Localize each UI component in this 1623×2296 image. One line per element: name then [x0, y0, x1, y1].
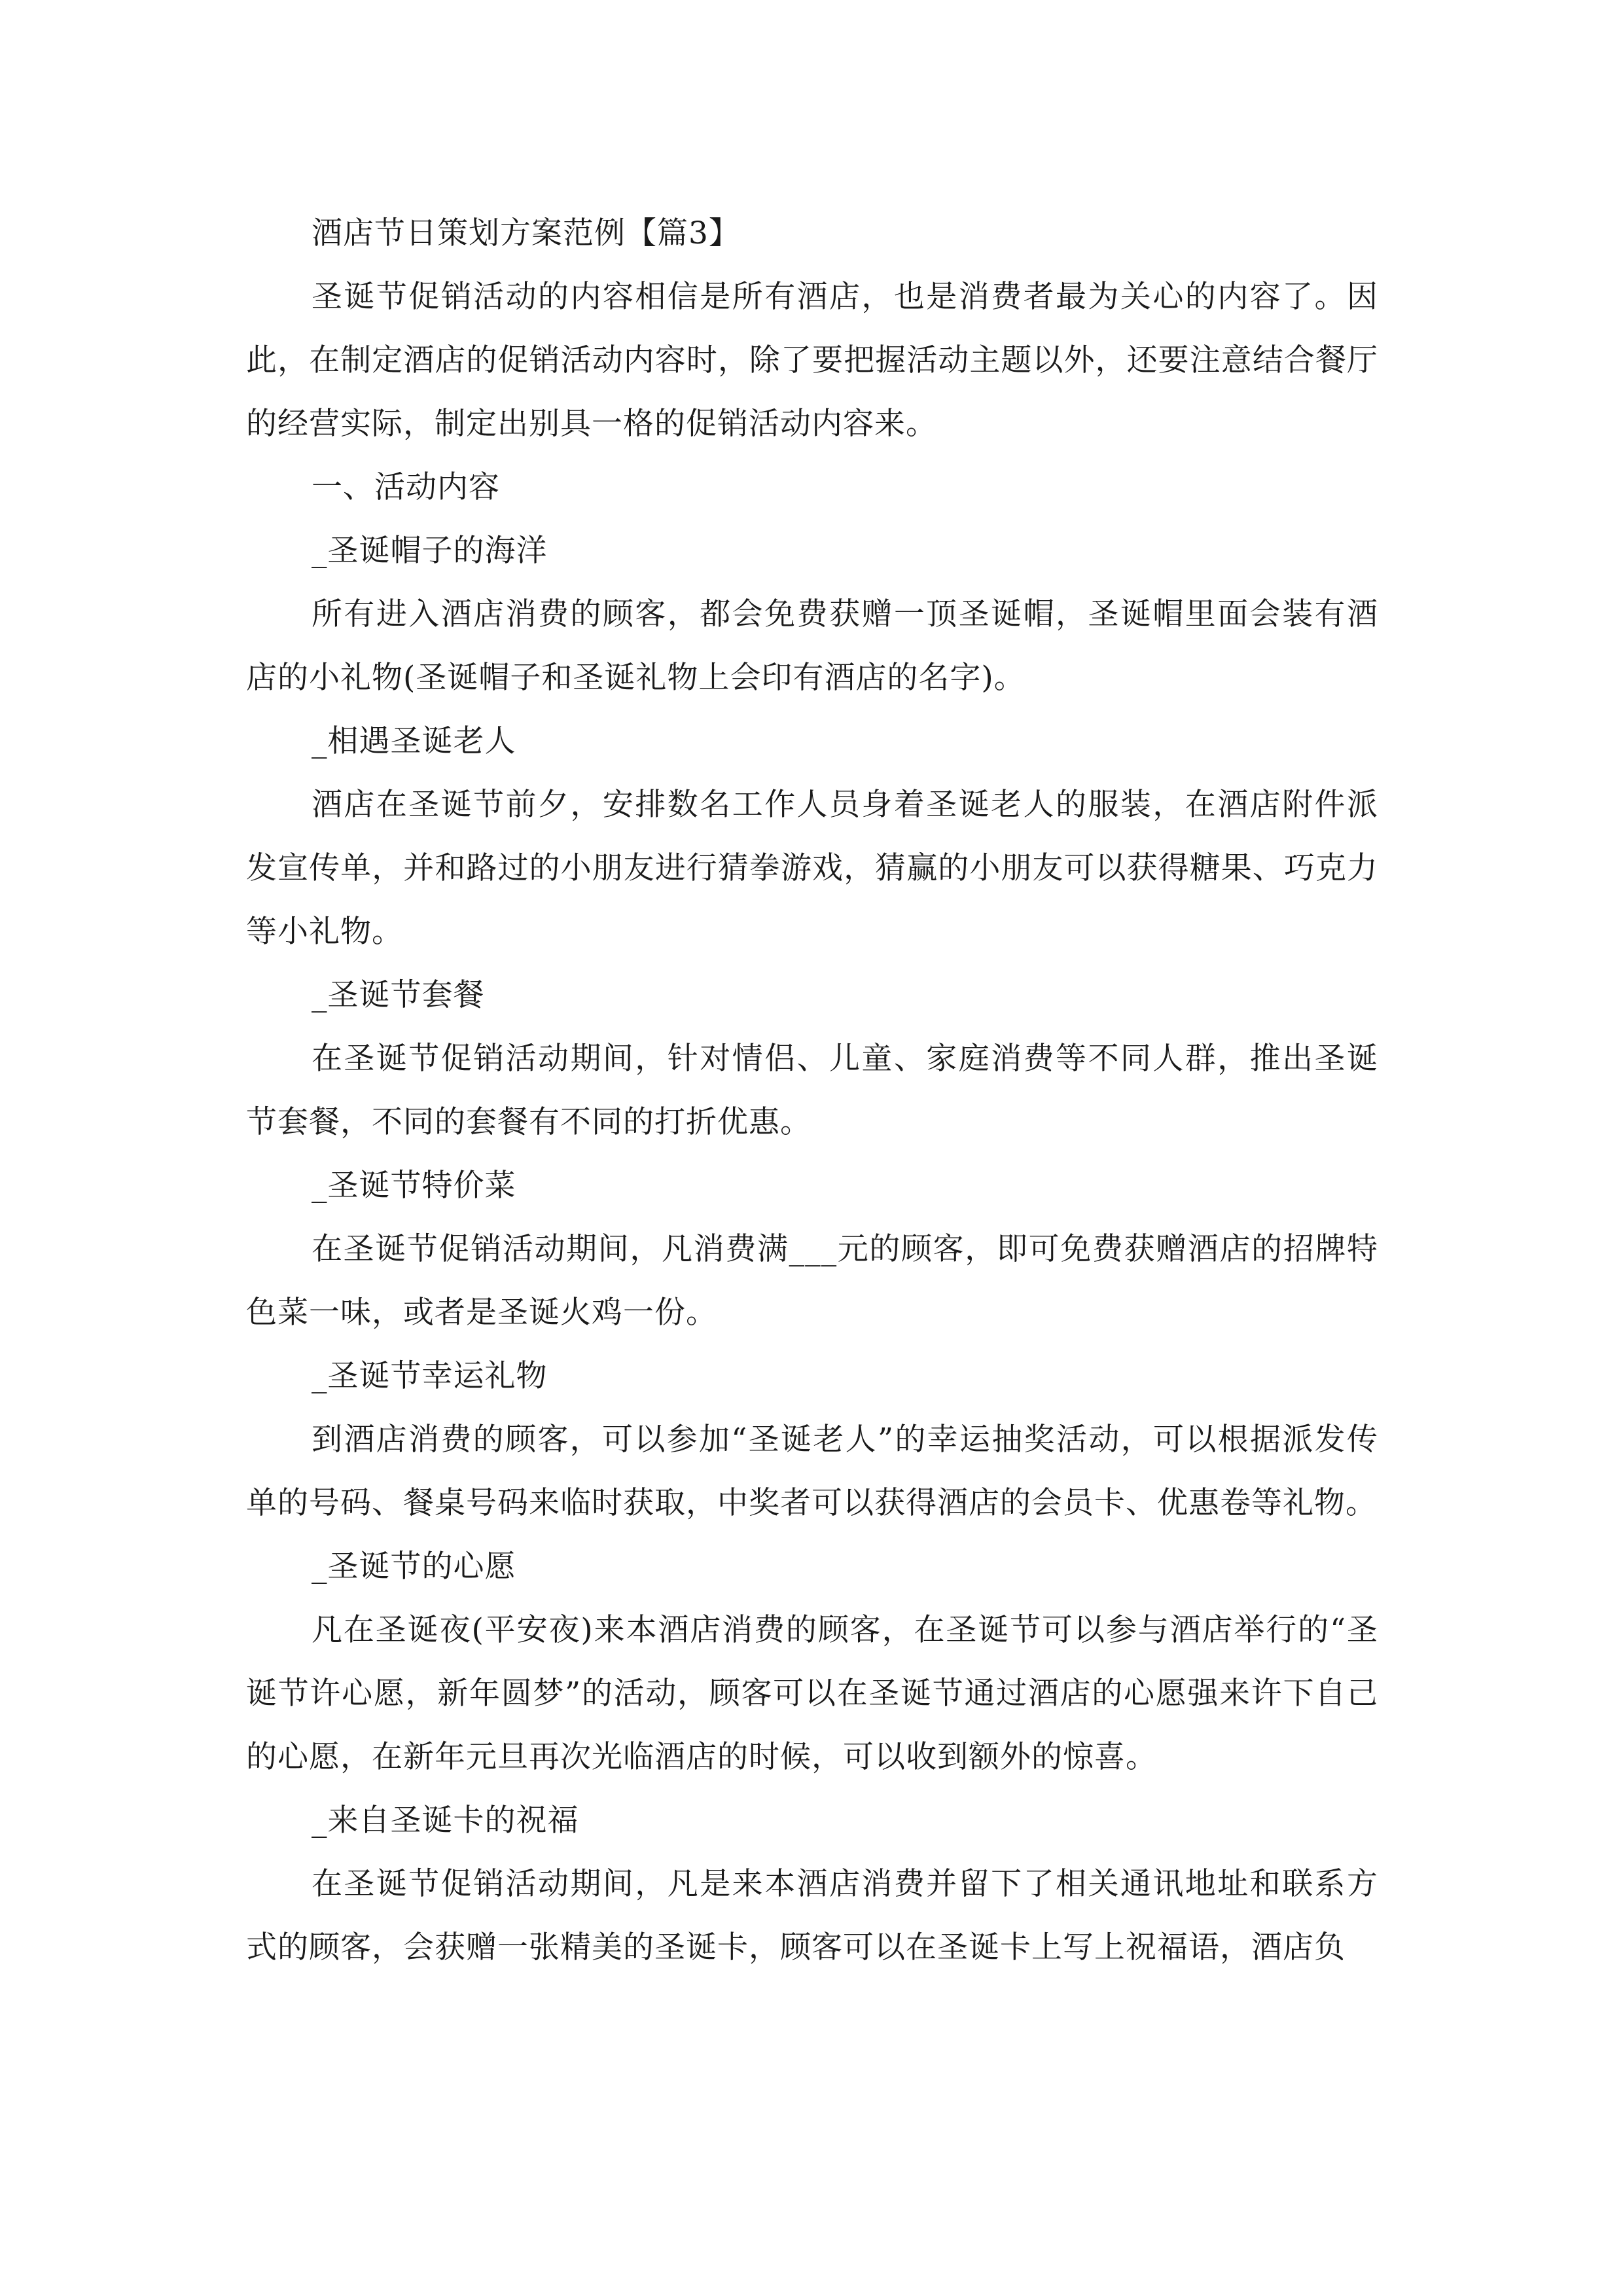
item-heading: _相遇圣诞老人: [312, 723, 516, 759]
section-heading: 一、活动内容: [312, 469, 500, 505]
item-body: 在圣诞节促销活动期间，凡是来本酒店消费并留下了相关通讯地址和联系方式的顾客，会获赠一张精美的圣诞卡，顾客可以在圣诞卡上写上祝福语，酒店负: [246, 1866, 1378, 1965]
item-heading: _圣诞节特价菜: [312, 1168, 516, 1204]
item-heading: _圣诞节套餐: [312, 977, 485, 1013]
item-body: 酒店在圣诞节前夕，安排数名工作人员身着圣诞老人的服装，在酒店附件派发宣传单，并和路过的小朋友进行猜拳游戏，猜赢的小朋友可以获得糖果、巧克力等小礼物。: [246, 787, 1378, 950]
item-body: 在圣诞节促销活动期间，凡消费满___元的顾客，即可免费获赠酒店的招牌特色菜一味，或者是圣诞火鸡一份。: [246, 1231, 1378, 1331]
item-body: 凡在圣诞夜(平安夜)来本酒店消费的顾客，在圣诞节可以参与酒店举行的“圣诞节许心愿，新年圆梦”的活动，顾客可以在圣诞节通过酒店的心愿强来许下自己的心愿，在新年元旦再次光临酒店的时候，可以收到额外的惊喜。: [246, 1612, 1378, 1775]
item-heading: _来自圣诞卡的祝福: [312, 1803, 579, 1839]
document-title: 酒店节日策划方案范例【篇3】: [312, 215, 740, 251]
item-body: 所有进入酒店消费的顾客，都会免费获赠一顶圣诞帽，圣诞帽里面会装有酒店的小礼物(圣诞帽子和圣诞礼物上会印有酒店的名字)。: [246, 596, 1378, 696]
item-body: 到酒店消费的顾客，可以参加“圣诞老人”的幸运抽奖活动，可以根据派发传单的号码、餐桌号码来临时获取，中奖者可以获得酒店的会员卡、优惠卷等礼物。: [246, 1422, 1378, 1521]
item-body: 在圣诞节促销活动期间，针对情侣、儿童、家庭消费等不同人群，推出圣诞节套餐，不同的套餐有不同的打折优惠。: [246, 1041, 1378, 1140]
intro-paragraph: 圣诞节促销活动的内容相信是所有酒店，也是消费者最为关心的内容了。因此，在制定酒店的促销活动内容时，除了要把握活动主题以外，还要注意结合餐厅的经营实际，制定出别具一格的促销活动内容来。: [246, 279, 1378, 442]
item-heading: _圣诞节幸运礼物: [312, 1358, 548, 1394]
document-body: [246, 202, 1378, 1979]
item-heading: _圣诞帽子的海洋: [312, 533, 548, 569]
item-heading: _圣诞节的心愿: [312, 1549, 516, 1585]
